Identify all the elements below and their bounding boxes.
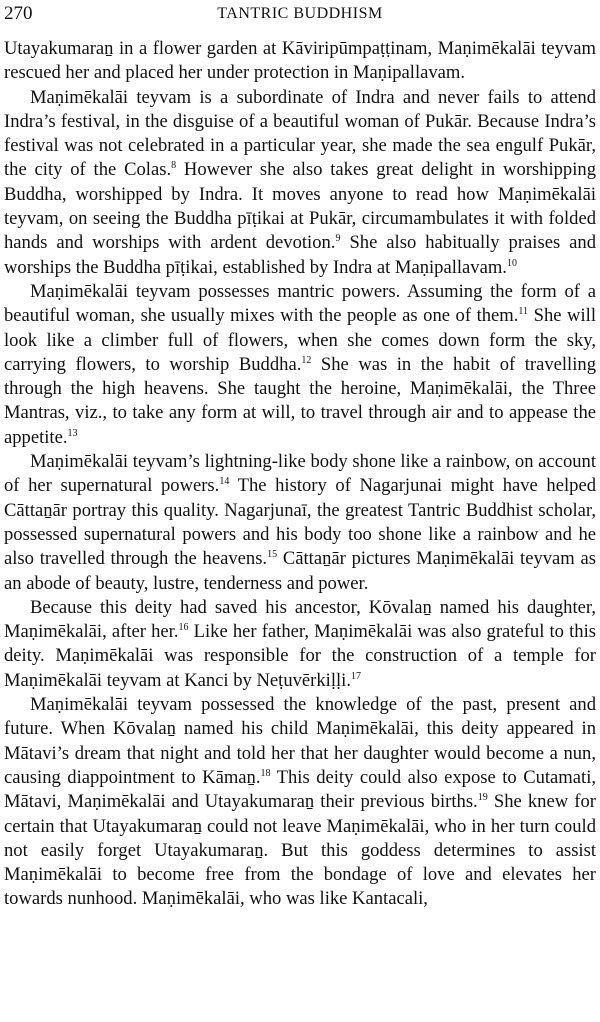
paragraph-text: She was in the habit of travelling through the high heavens. She taught the heroine, Maṇimēkalāi, the Three Mantras, viz., to take any form at will, to travel through air and to appease the appetite. xyxy=(4,353,596,448)
footnote-marker: 14 xyxy=(219,476,230,488)
paragraph-text: She knew for certain that Utayakumaraṉ could not leave Maṇimēkalāi, who in her turn could not easily forget Utayakumaraṉ. But this goddess determines to assist Maṇimēkalāi to become free from the bondage of love and elevates her towards nunhood. Maṇimēkalāi, who was like Kantacali, xyxy=(4,791,596,910)
paragraph-text: Because this deity had saved his ancestor, Kōvalaṉ named his daughter, Maṇimēkalāi, after her. xyxy=(4,596,596,643)
paragraph-text: She also habitually praises and worships the Buddha pīṭikai, established by Indra at Maṇipallavam. xyxy=(4,232,596,278)
paragraph-text: Like her father, Maṇimēkalāi was also grateful to this deity. Maṇimēkalāi was responsible for the construction of a temple for Maṇimēkalāi teyvam at Kanci by Neṭuvērkiḷḷi. xyxy=(4,621,596,691)
footnote-marker: 13 xyxy=(67,427,78,439)
paragraph xyxy=(4,280,596,450)
footnote-marker: 10 xyxy=(506,257,517,269)
paragraph-text: Cāttaṉār pictures Maṇimēkalāi teyvam as an abode of beauty, lustre, tenderness and power. xyxy=(4,548,596,594)
footnote-marker: 8 xyxy=(171,160,177,172)
footnote-marker: 19 xyxy=(477,792,488,804)
paragraph xyxy=(4,86,596,280)
paragraph-text: Maṇimēkalāi teyvam is a subordinate of Indra and never fails to attend Indra’s festival, in the disguise of a beautiful woman of Pukār. Because Indra’s festival was not celebrated in a particular year, she made the sea engulf Pukār, the city of the Colas. xyxy=(4,86,596,181)
body-text xyxy=(4,37,596,912)
paragraph-text: She will look like a climber full of flowers, when she comes down form the sky, carrying flowers, to worship Buddha. xyxy=(4,305,596,375)
paragraph-text: Maṇimēkalāi teyvam possessed the knowledge of the past, present and future. When Kōvalaṉ named his child Maṇimēkalāi, this deity appeared in Mātavi’s dream that night and told her that her daughter would become a nun, causing diappointment to Kāmaṉ. xyxy=(4,694,596,788)
paragraph xyxy=(4,450,596,596)
paragraph-text: This deity could also expose to Cutamati, Mātavi, Maṇimēkalāi and Utayakumaraṉ their previous births. xyxy=(4,766,597,813)
footnote-marker: 17 xyxy=(350,670,361,682)
page-header xyxy=(4,2,596,26)
page-number: 270 xyxy=(4,3,33,24)
paragraph-text: However she also takes great delight in worshipping Buddha, worshipped by Indra. It moves anyone to read how Maṇimēkalāi teyvam, on seeing the Buddha pīṭikai at Pukār, circumambulates it with folded hands and worships with ardent devotion. xyxy=(4,159,596,254)
footnote-marker: 15 xyxy=(267,549,278,561)
footnote-marker: 11 xyxy=(518,306,529,318)
paragraph-text: Maṇimēkalāi teyvam possesses mantric powers. Assuming the form of a beautiful woman, she usually mixes with the people as one of them. xyxy=(4,280,596,327)
paragraph-text: The history of Nagarjunai might have helped Cāttaṉār portray this quality. Nagarjunaī, the greatest Tantric Buddhist scholar, possessed supernatural powers and his body too shone like a rainbow and he also travelled through the heavens. xyxy=(4,475,596,570)
paragraph xyxy=(4,693,596,912)
paragraph xyxy=(4,37,596,86)
paragraph-text: Maṇimēkalāi teyvam’s lightning-like body shone like a rainbow, on account of her supernatural powers. xyxy=(4,451,596,497)
footnote-marker: 18 xyxy=(260,767,271,779)
footnote-marker: 9 xyxy=(335,233,341,245)
paragraph xyxy=(4,596,596,693)
footnote-marker: 16 xyxy=(178,622,189,634)
footnote-marker: 12 xyxy=(301,354,312,366)
running-title: TANTRIC BUDDHISM xyxy=(217,5,383,22)
paragraph-text: Utayakumaraṉ in a flower garden at Kāviripūmpaṭṭinam, Maṇimēkalāi teyvam rescued her and placed her under protection in Maṇipallavam. xyxy=(4,38,596,84)
